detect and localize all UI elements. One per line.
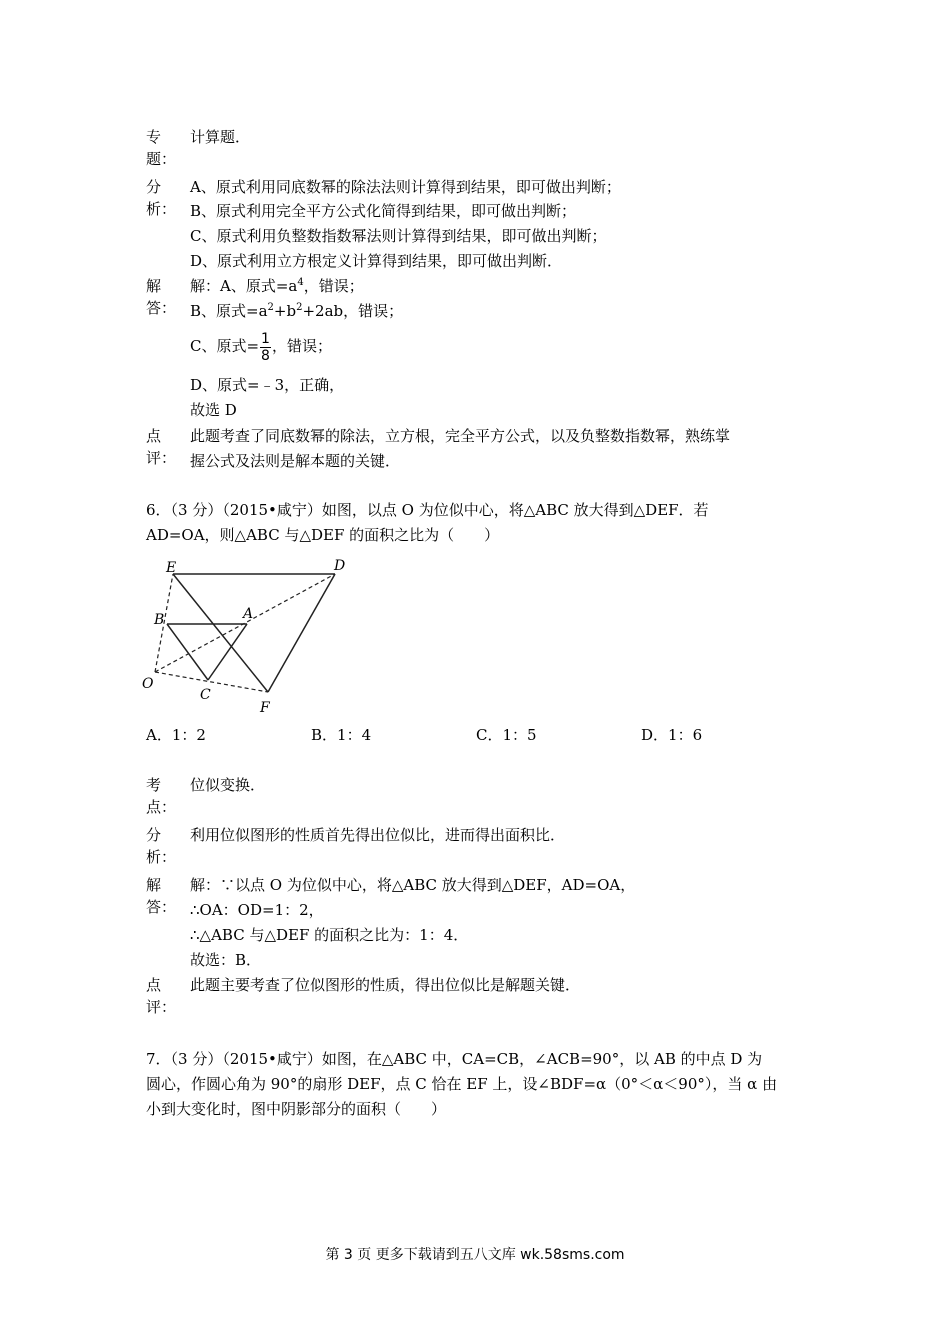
q7-stem-line: 小到大变化时，图中阴影部分的面积（ ） bbox=[146, 1100, 447, 1118]
label-E: E bbox=[166, 560, 177, 576]
edge-EF bbox=[173, 574, 268, 692]
label-O: O bbox=[142, 676, 154, 692]
q6-answer-line: ∴△ABC 与△DEF 的面积之比为：1：4． bbox=[190, 926, 469, 944]
q6-answer-label: 解 答： bbox=[146, 876, 177, 916]
topic-label: 专 题： bbox=[146, 128, 177, 168]
label-B: B bbox=[154, 612, 165, 628]
q6-point-label: 考 点： bbox=[146, 776, 177, 816]
analysis-label: 分 析： bbox=[146, 178, 177, 218]
page-footer: 第 3 页 更多下载请到五八文库 wk.58sms.com bbox=[325, 1247, 625, 1263]
q6-analysis-text: 利用位似图形的性质首先得出位似比，进而得出面积比． bbox=[190, 826, 566, 844]
label-D: D bbox=[334, 558, 346, 574]
q6-point-text: 位似变换． bbox=[190, 776, 266, 794]
edge-AC bbox=[208, 624, 247, 680]
edge-DF bbox=[268, 574, 335, 692]
comment-label: 点 评： bbox=[146, 427, 177, 467]
q7-stem-line: 7．（3 分）（2015•咸宁）如图，在△ABC 中，CA=CB，∠ACB=90°，以 AB 的中点 D 为 bbox=[146, 1050, 763, 1068]
q6-option-c: C．1：5 bbox=[476, 726, 537, 744]
q6-answer-line: 故选：B． bbox=[190, 951, 262, 969]
label-C: C bbox=[200, 687, 211, 703]
figure-solid-lines bbox=[167, 574, 335, 692]
answer-line-b: B、原式$=a^2+b^2+2ab$，错误； bbox=[190, 302, 404, 320]
q6-option-b: B．1：4 bbox=[311, 726, 372, 744]
q6-comment-text: 此题主要考查了位似图形的性质，得出位似比是解题关键． bbox=[190, 976, 581, 994]
analysis-line: B、原式利用完全平方公式化简得到结果，即可做出判断； bbox=[190, 202, 577, 220]
label-F: F bbox=[260, 700, 270, 716]
answer-line-d: D、原式=﹣3，正确， bbox=[190, 376, 345, 394]
q6-analysis-label: 分 析： bbox=[146, 826, 177, 866]
label-A: A bbox=[243, 606, 254, 622]
q6-stem-line: AD=OA，则△ABC 与△DEF 的面积之比为（ ） bbox=[146, 526, 500, 544]
q6-stem-line: 6．（3 分）（2015•咸宁）如图，以点 O 为位似中心，将△ABC 放大得到△DEF．若 bbox=[146, 501, 709, 519]
q7-stem-line: 圆心，作圆心角为 90°的扇形 DEF，点 C 恰在 EF 上，设∠BDF=α（0°＜α＜90°），当 α 由 bbox=[146, 1075, 778, 1093]
comment-line: 握公式及法则是解本题的关键． bbox=[190, 452, 401, 470]
comment-line: 此题考查了同底数幂的除法，立方根，完全平方公式，以及负整数指数幂，熟练掌 bbox=[190, 427, 731, 445]
fraction: $\frac{1}{8}$ bbox=[261, 330, 270, 364]
answer-line-a: 解：A、原式$=a^4$，错误； bbox=[190, 277, 364, 295]
edge-BC bbox=[167, 624, 208, 680]
analysis-line: C、原式利用负整数指数幂法则计算得到结果，即可做出判断； bbox=[190, 227, 607, 245]
q6-option-d: D．1：6 bbox=[641, 726, 703, 744]
q6-answer-line: 解：∵以点 O 为位似中心，将△ABC 放大得到△DEF，AD=OA， bbox=[190, 876, 636, 894]
analysis-line: A、原式利用同底数幂的除法法则计算得到结果，即可做出判断； bbox=[190, 178, 621, 196]
answer-choice: 故选 D bbox=[190, 401, 237, 419]
q6-figure bbox=[138, 552, 368, 718]
q6-comment-label: 点 评： bbox=[146, 976, 177, 1016]
figure-dashed-lines bbox=[155, 574, 335, 692]
q6-option-a: A．1：2 bbox=[146, 726, 206, 744]
q6-answer-line: ∴OA：OD=1：2， bbox=[190, 901, 324, 919]
topic-text: 计算题． bbox=[190, 128, 251, 146]
answer-label: 解 答： bbox=[146, 277, 177, 317]
answer-line-c: C、原式= $\frac{1}{8}$ ，错误； bbox=[190, 330, 332, 364]
analysis-line: D、原式利用立方根定义计算得到结果，即可做出判断． bbox=[190, 252, 563, 270]
